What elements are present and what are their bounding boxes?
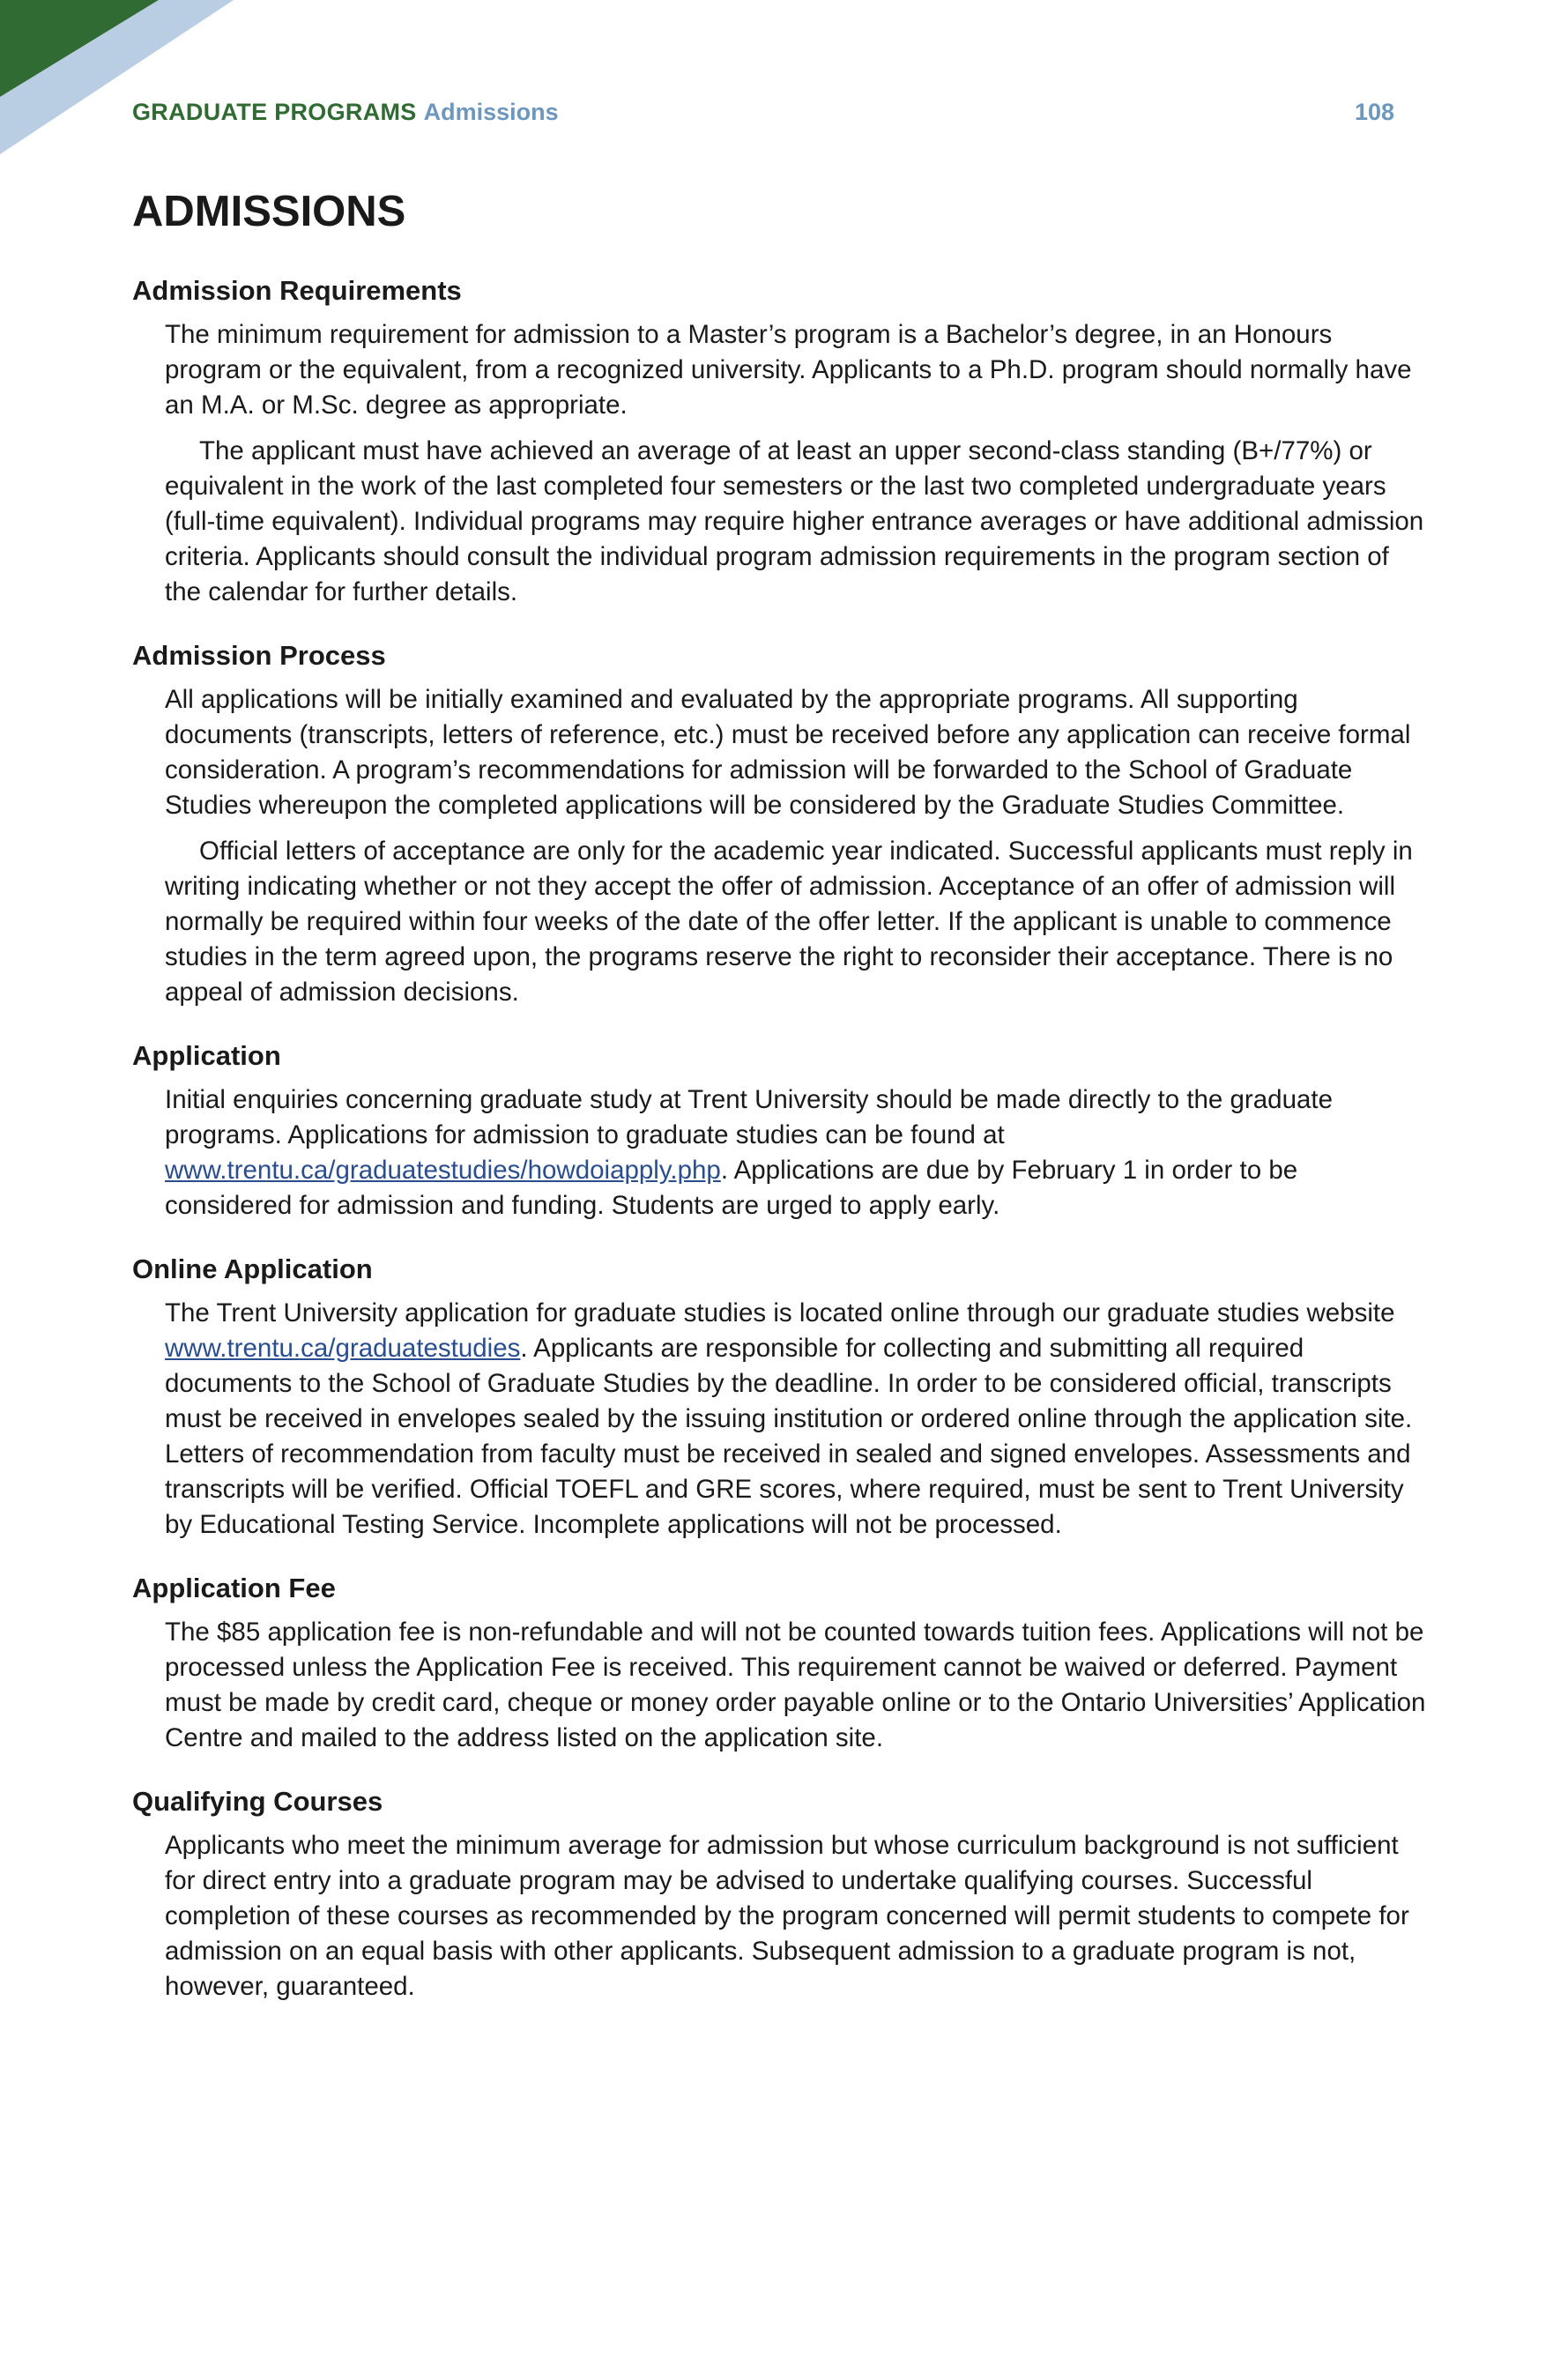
header-subsection: Admissions <box>423 99 559 125</box>
paragraph: All applications will be initially examined and evaluated by the appropriate programs. All supporting documents (transcripts, letters of reference, etc.) must be received before any application can receive formal consideration. A program’s recommendations for admission will be forwarded to the School of Graduate Studies whereupon the completed applications will be considered by the Graduate Studies Committee. <box>165 685 1411 820</box>
paragraph <box>165 1296 1426 1543</box>
section-online-application <box>132 1253 1426 1543</box>
page-title: ADMISSIONS <box>132 188 406 235</box>
page-number: 108 <box>1354 99 1394 125</box>
paragraph: The applicant must have achieved an average of at least an upper second-class standing (B+/77%) or equivalent in the work of the last completed four semesters or the last two completed undergraduate years (full-time equivalent). Individual programs may require higher entrance averages or have additional admission criteria. Applicants should consult the individual program admission requirements in the program section of the calendar for further details. <box>165 436 1424 606</box>
section-application <box>132 1040 1426 1223</box>
section-qualifying-courses <box>132 1786 1426 2004</box>
graduatestudies-link[interactable]: www.trentu.ca/graduatestudies <box>165 1334 521 1363</box>
section-heading: Admission Process <box>132 640 386 671</box>
paragraph: The minimum requirement for admission to a Master’s program is a Bachelor’s degree, in an Honours program or the equivalent, from a recognized university. Applicants to a Ph.D. program should normally have an M.A. or M.Sc. degree as appropriate. <box>165 320 1412 420</box>
section-heading: Admission Requirements <box>132 275 462 306</box>
page-content <box>132 187 1426 2034</box>
section-heading: Online Application <box>132 1253 373 1284</box>
section-heading: Application Fee <box>132 1573 336 1603</box>
section-heading: Qualifying Courses <box>132 1786 383 1817</box>
paragraph: Official letters of acceptance are only for the academic year indicated. Successful applicants must reply in writing indicating whether or not they accept the offer of admission. Acceptance of an offer of admission will normally be required within four weeks of the date of the offer letter. If the applicant is unable to commence studies in the term agreed upon, the programs reserve the right to reconsider their acceptance. There is no appeal of admission decisions. <box>165 837 1413 1007</box>
paragraph-text: . Applicants are responsible for collecting and submitting all required documents to the School of Graduate Studies by the deadline. In order to be considered official, transcripts must be received in envelopes sealed by the issuing institution or ordered online through the application site. Letters of recommendation from faculty must be received in sealed and signed envelopes. Assessments and transcripts will be verified. Official TOEFL and GRE scores, where required, must be sent to Trent University by Educational Testing Service. Incomplete applications will not be processed. <box>165 1334 1413 1539</box>
paragraph <box>165 1082 1426 1223</box>
paragraph-text: Initial enquiries concerning graduate study at Trent University should be made directly to the graduate programs. Applications for admission to graduate studies can be found at <box>165 1085 1333 1149</box>
paragraph-text: . Applications are due by February 1 in order to be considered for admission and funding. Students are urged to apply early. <box>165 1156 1298 1220</box>
howdoiapply-link[interactable]: www.trentu.ca/graduatestudies/howdoiapply.php <box>165 1156 721 1185</box>
section-admission-process <box>132 640 1426 1010</box>
corner-decoration <box>0 0 264 159</box>
running-header <box>132 99 1394 126</box>
header-section: GRADUATE PROGRAMS <box>132 99 417 125</box>
paragraph-text: The Trent University application for graduate studies is located online through our graduate studies website <box>165 1298 1395 1328</box>
section-application-fee <box>132 1573 1426 1756</box>
section-admission-requirements <box>132 275 1426 610</box>
section-heading: Application <box>132 1040 281 1071</box>
header-breadcrumb <box>132 99 559 126</box>
paragraph: Applicants who meet the minimum average for admission but whose curriculum background is not sufficient for direct entry into a graduate program may be advised to undertake qualifying courses. Successful completion of these courses as recommended by the program concerned will permit students to compete for admission on an equal basis with other applicants. Subsequent admission to a graduate program is not, however, guaranteed. <box>165 1831 1409 2001</box>
paragraph: The $85 application fee is non-refundable and will not be counted towards tuition fees. Applications will not be processed unless the Application Fee is received. This requirement cannot be waived or deferred. Payment must be made by credit card, cheque or money order payable online or to the Ontario Universities’ Application Centre and mailed to the address listed on the application site. <box>165 1618 1426 1752</box>
